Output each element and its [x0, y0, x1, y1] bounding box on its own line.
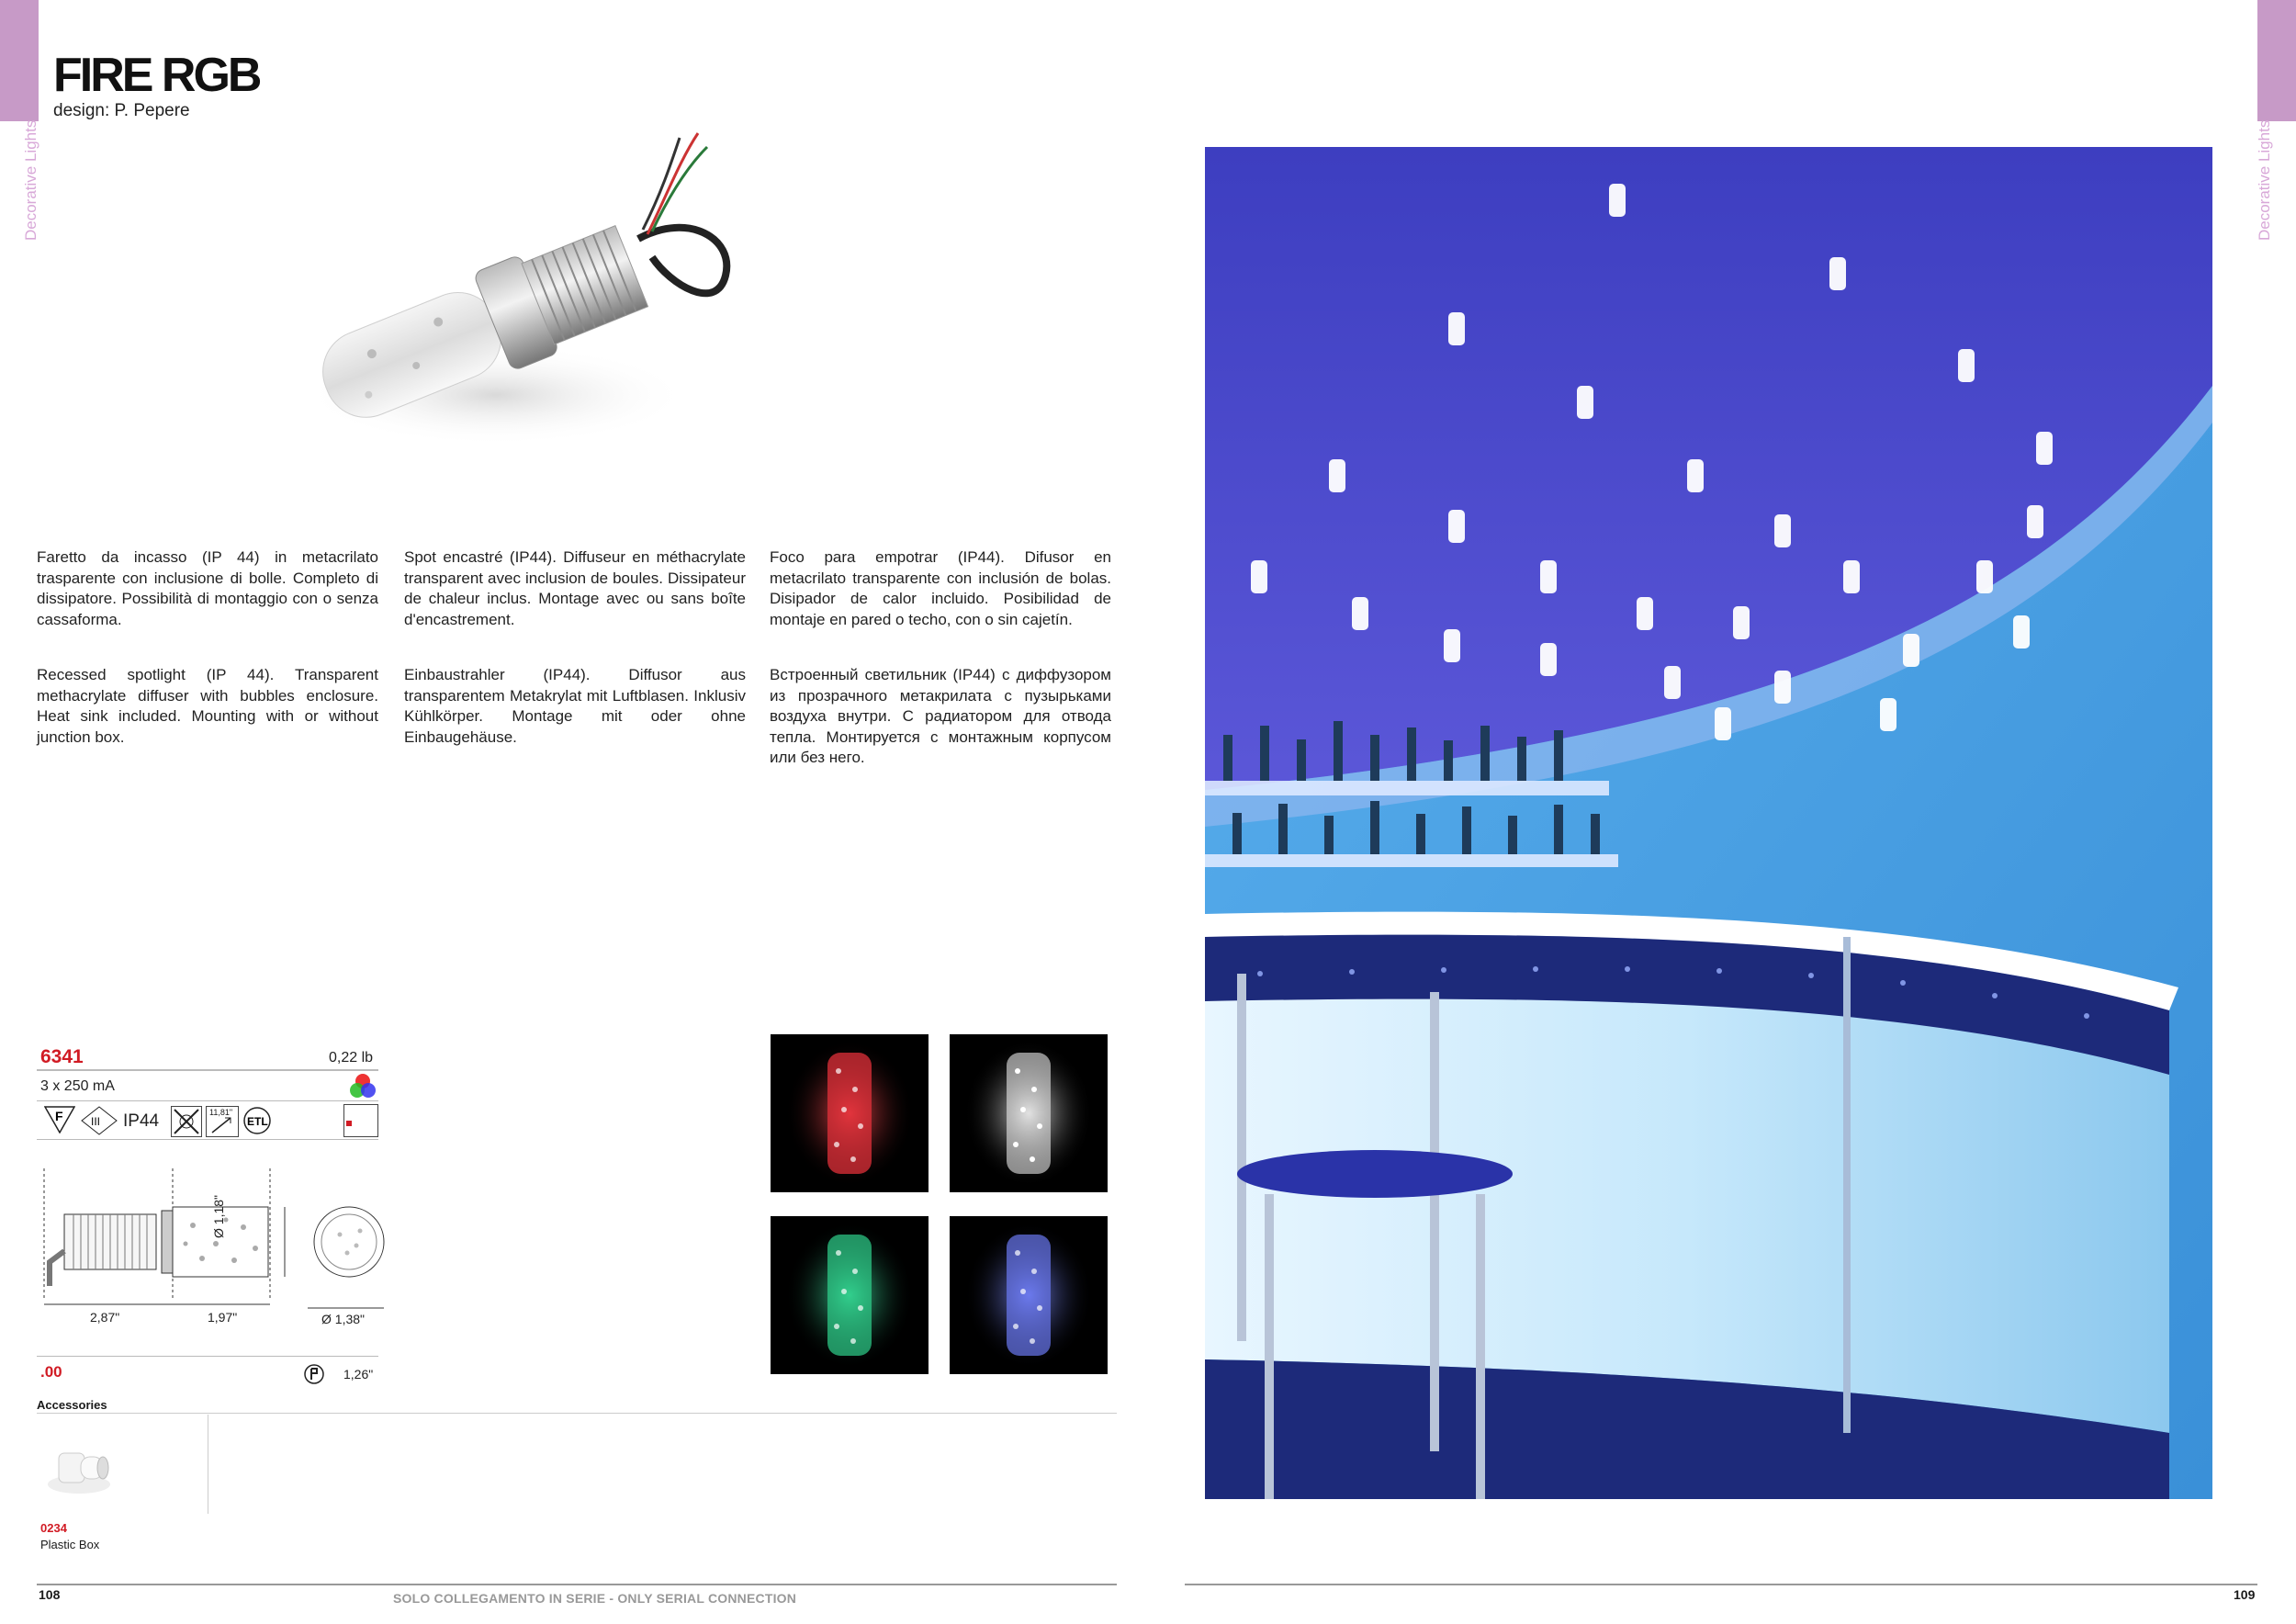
accessory-code: 0234: [40, 1521, 67, 1535]
footer-rule-left: [37, 1584, 1117, 1585]
product-current: 3 x 250 mA: [40, 1078, 115, 1094]
page-number-right: 109: [2234, 1587, 2256, 1602]
rgb-color-icon: [347, 1071, 378, 1102]
description-french: Spot encastré (IP44). Diffuseur en méthacrylate transparent avec inclusion de boules. Dissipateur de chaleur inclus. Montage avec ou sans boîte d'encastrement.: [404, 548, 746, 628]
etl-mark-icon: [242, 1106, 279, 1140]
finish-code: .00: [40, 1363, 62, 1381]
swatch-white: [950, 1034, 1108, 1192]
finish-divider: [37, 1356, 378, 1357]
product-title: FIRE RGB: [53, 49, 260, 102]
accessories-divider: [37, 1413, 1117, 1414]
product-photo: [294, 129, 771, 478]
code-divider: [37, 1069, 378, 1071]
swatch-green: [771, 1216, 929, 1374]
accessory-name: Plastic Box: [40, 1538, 100, 1551]
accessories-heading: Accessories: [37, 1398, 107, 1412]
bar-interior-photo: [1205, 147, 2212, 1499]
icons-divider: [37, 1139, 378, 1140]
right-section-tab: [2257, 0, 2296, 121]
dimension-diameter-front: Ø 1,38": [321, 1312, 365, 1326]
white-variant-glow: [950, 1034, 1108, 1192]
description-italian: Faretto da incasso (IP 44) in metacrilato trasparente con inclusione di bolle. Completo di dissipatore. Possibilità di montaggio con o senza cassaforma.: [37, 548, 378, 628]
svg-text:ETL: ETL: [247, 1115, 268, 1128]
description-german: Einbaustrahler (IP44). Diffusor aus transparentem Metakrylat mit Luftblasen. Inklusiv Kühlkörper. Montage mit oder ohne Einbaugehäuse.: [404, 666, 746, 746]
technical-drawing: [37, 1161, 386, 1326]
left-side-label: Decorative Lights: [22, 119, 39, 241]
f-mark-icon: [44, 1106, 75, 1133]
designer-credit: design: P. Pepere: [53, 101, 190, 120]
description-english: Recessed spotlight (IP 44). Transparent methacrylate diffuser with bubbles enclosure. Heat sink included. Mounting with or without junction box.: [37, 666, 378, 746]
blue-variant-glow: [950, 1216, 1108, 1374]
distance-label: 11,81": [209, 1108, 233, 1117]
svg-text:F: F: [55, 1109, 63, 1123]
product-weight: 0,22 lb: [329, 1050, 374, 1066]
swatch-blue: [950, 1216, 1108, 1374]
spec-divider: [37, 1100, 378, 1101]
class-three-icon: [81, 1106, 118, 1140]
hole-size: 1,26": [343, 1367, 374, 1382]
swatch-red: [771, 1034, 929, 1192]
plastic-box-image: [42, 1440, 116, 1499]
dimension-length-1: 2,87": [90, 1310, 120, 1325]
distance-icon: [206, 1106, 239, 1137]
right-side-label: Decorative Lights: [2256, 119, 2273, 241]
green-variant-glow: [771, 1216, 929, 1374]
no-cover-icon: [171, 1106, 202, 1137]
dimension-length-2: 1,97": [208, 1310, 238, 1325]
description-russian: Встроенный светильник (IP44) с диффузором из прозрачного метакрилата с пузырьками воздуха внутри. С радиатором для отвода тепла. Монтируется с монтажным корпусом или без него.: [770, 666, 1111, 767]
ip-rating: IP44: [123, 1111, 160, 1131]
hole-cutout-icon: [303, 1363, 325, 1385]
svg-text:III: III: [91, 1115, 101, 1128]
red-variant-glow: [771, 1034, 929, 1192]
dimension-diameter-side: Ø 1,18": [211, 1195, 226, 1238]
description-spanish: Foco para empotrar (IP44). Difusor en metacrilato transparente con inclusión de bolas. Disipador de calor incluido. Posibilidad de montaje en pared o techo, con o sin cajetín.: [770, 548, 1111, 628]
footer-rule-right: [1185, 1584, 2257, 1585]
product-code: 6341: [40, 1046, 84, 1067]
page-number-left: 108: [39, 1587, 61, 1602]
footer-note: SOLO COLLEGAMENTO IN SERIE - ONLY SERIAL CONNECTION: [393, 1591, 797, 1606]
mounting-icon: [343, 1104, 378, 1137]
left-section-tab: [0, 0, 39, 121]
